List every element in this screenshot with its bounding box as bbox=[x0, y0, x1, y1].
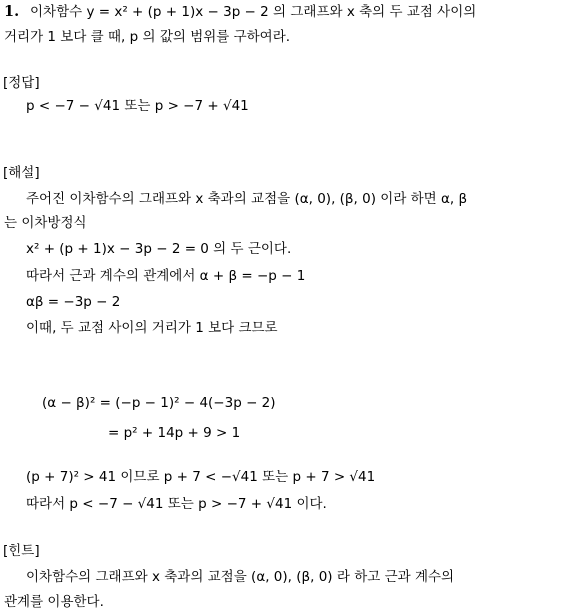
solution-line-3: x² + (p + 1)x − 3p − 2 = 0 의 두 근이다. bbox=[26, 241, 292, 257]
problem-line-2: 거리가 1 보다 클 때, p 의 값의 범위를 구하여라. bbox=[4, 29, 291, 45]
solution-line-10: 따라서 p < −7 − √41 또는 p > −7 + √41 이다. bbox=[26, 496, 327, 512]
solution-line-5: αβ = −3p − 2 bbox=[26, 294, 121, 310]
hint-line-1: 이차함수의 그래프와 x 축과의 교점을 (α, 0), (β, 0) 라 하고 근과 계수의 bbox=[26, 569, 455, 585]
hint-heading: [힌트] bbox=[3, 543, 40, 559]
answer-heading: [정답] bbox=[3, 75, 40, 91]
problem-line-1: 이차함수 y = x² + (p + 1)x − 3p − 2 의 그래프와 x 축의 두 교점 사이의 bbox=[30, 4, 477, 20]
hint-line-2: 관계를 이용한다. bbox=[4, 594, 104, 610]
solution-line-1: 주어진 이차함수의 그래프와 x 축과의 교점을 (α, 0), (β, 0) 이라 하면 α, β bbox=[26, 191, 468, 207]
problem-number: 1. bbox=[4, 3, 20, 20]
solution-line-9: (p + 7)² > 41 이므로 p + 7 < −√41 또는 p + 7 > √41 bbox=[26, 469, 376, 485]
solution-line-4: 따라서 근과 계수의 관계에서 α + β = −p − 1 bbox=[26, 268, 306, 284]
solution-line-6: 이때, 두 교점 사이의 거리가 1 보다 크므로 bbox=[26, 320, 278, 336]
solution-equation-1: (α − β)² = (−p − 1)² − 4(−3p − 2) bbox=[42, 395, 276, 411]
solution-heading: [해설] bbox=[3, 165, 40, 181]
solution-equation-2: = p² + 14p + 9 > 1 bbox=[108, 425, 241, 441]
answer-text: p < −7 − √41 또는 p > −7 + √41 bbox=[26, 98, 249, 114]
solution-line-2: 는 이차방정식 bbox=[4, 215, 87, 231]
